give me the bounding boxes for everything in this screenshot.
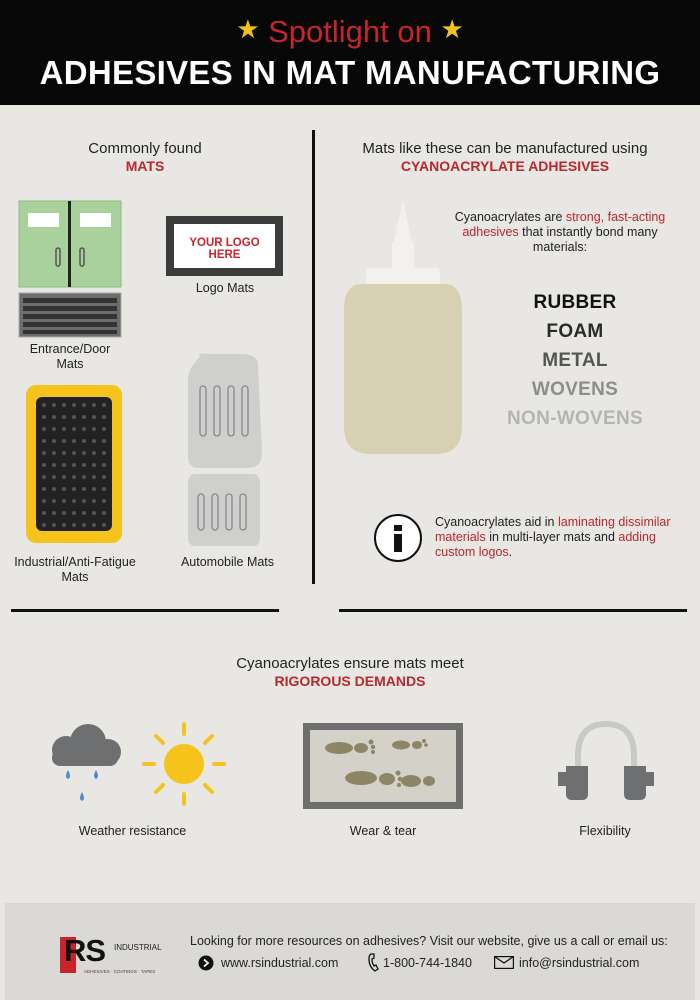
mats-section-subtitle: MATS xyxy=(125,158,165,174)
automobile-mats-label: Automobile Mats xyxy=(180,555,275,569)
entrance-label-text: Entrance/Door Mats xyxy=(29,342,111,371)
anti-fatigue-label-text: Industrial/Anti-Fatigue Mats xyxy=(14,555,136,584)
weather-icon xyxy=(44,720,230,810)
arrow-circle-icon xyxy=(198,955,214,971)
material-non-wovens: NON-WOVENS xyxy=(507,408,643,429)
wear-tear-label: Wear & tear xyxy=(349,824,417,838)
flexibility-label: Flexibility xyxy=(579,824,631,838)
materials-list xyxy=(498,288,652,433)
horizontal-divider-left xyxy=(11,609,279,612)
kicker-text: Spotlight on xyxy=(268,14,432,49)
logo-mats-label: Logo Mats xyxy=(195,281,255,295)
cyano-description xyxy=(440,210,680,255)
logo-sub-text: INDUSTRIAL xyxy=(114,943,162,952)
vertical-divider xyxy=(312,130,315,584)
mats-section-title: Commonly found xyxy=(88,140,202,157)
automobile-mat-illustration xyxy=(186,352,264,548)
phone-icon xyxy=(367,953,379,972)
cyano-section-subtitle: CYANOACRYLATE ADHESIVES xyxy=(400,158,610,174)
entrance-door-mat-illustration xyxy=(18,200,124,340)
info-part: Cyanoacrylates aid in xyxy=(435,515,558,529)
info-icon xyxy=(373,513,423,563)
flexibility-icon xyxy=(556,720,656,810)
rain-drops-icon xyxy=(66,770,98,801)
logo-mat-text: YOUR LOGO HERE xyxy=(189,237,260,261)
entrance-door-mats-label xyxy=(10,342,130,372)
info-highlight: adding custom logos xyxy=(435,530,656,559)
material-metal: METAL xyxy=(542,350,608,371)
header-kicker xyxy=(0,14,700,50)
sun-icon xyxy=(144,724,224,804)
info-highlight: laminating dissimilar materials xyxy=(435,515,671,544)
horizontal-divider-right xyxy=(339,609,687,612)
material-foam: FOAM xyxy=(546,321,604,342)
star-icon: ★ xyxy=(236,14,260,44)
website-link[interactable]: www.rsindustrial.com xyxy=(221,956,339,970)
desc-part: Cyanoacrylates are xyxy=(454,210,566,224)
email-link[interactable]: info@rsindustrial.com xyxy=(519,956,640,970)
logo-tagline: ADHESIVES · COATINGS · TAPES xyxy=(84,969,156,974)
desc-part: that instantly bond many materials: xyxy=(518,225,658,254)
material-wovens: WOVENS xyxy=(531,379,619,400)
star-icon: ★ xyxy=(440,14,464,44)
info-note xyxy=(435,515,685,560)
wear-tear-mat-icon xyxy=(303,723,463,809)
logo-rs-text: RS xyxy=(64,933,106,968)
email-icon xyxy=(494,956,514,969)
anti-fatigue-mats-label xyxy=(0,555,150,585)
header-banner xyxy=(0,0,700,105)
weather-resistance-label: Weather resistance xyxy=(78,824,187,838)
demands-subtitle: RIGOROUS DEMANDS xyxy=(274,673,426,689)
cloud-icon xyxy=(52,724,121,766)
rs-industrial-logo xyxy=(60,935,170,979)
footer-prompt: Looking for more resources on adhesives? Visit our website, give us a call or email us: xyxy=(190,934,668,948)
desc-highlight: strong, fast-acting adhesives xyxy=(462,210,666,239)
info-part: . xyxy=(508,545,513,559)
anti-fatigue-mat-illustration xyxy=(26,385,122,543)
info-part: in multi-layer mats and xyxy=(485,530,619,544)
cyano-section-title: Mats like these can be manufactured using xyxy=(362,140,648,157)
demands-title: Cyanoacrylates ensure mats meet xyxy=(236,655,464,672)
material-rubber: RUBBER xyxy=(533,292,617,313)
phone-number-link[interactable]: 1-800-744-1840 xyxy=(383,956,472,970)
page-title: ADHESIVES IN MAT MANUFACTURING xyxy=(39,54,661,91)
